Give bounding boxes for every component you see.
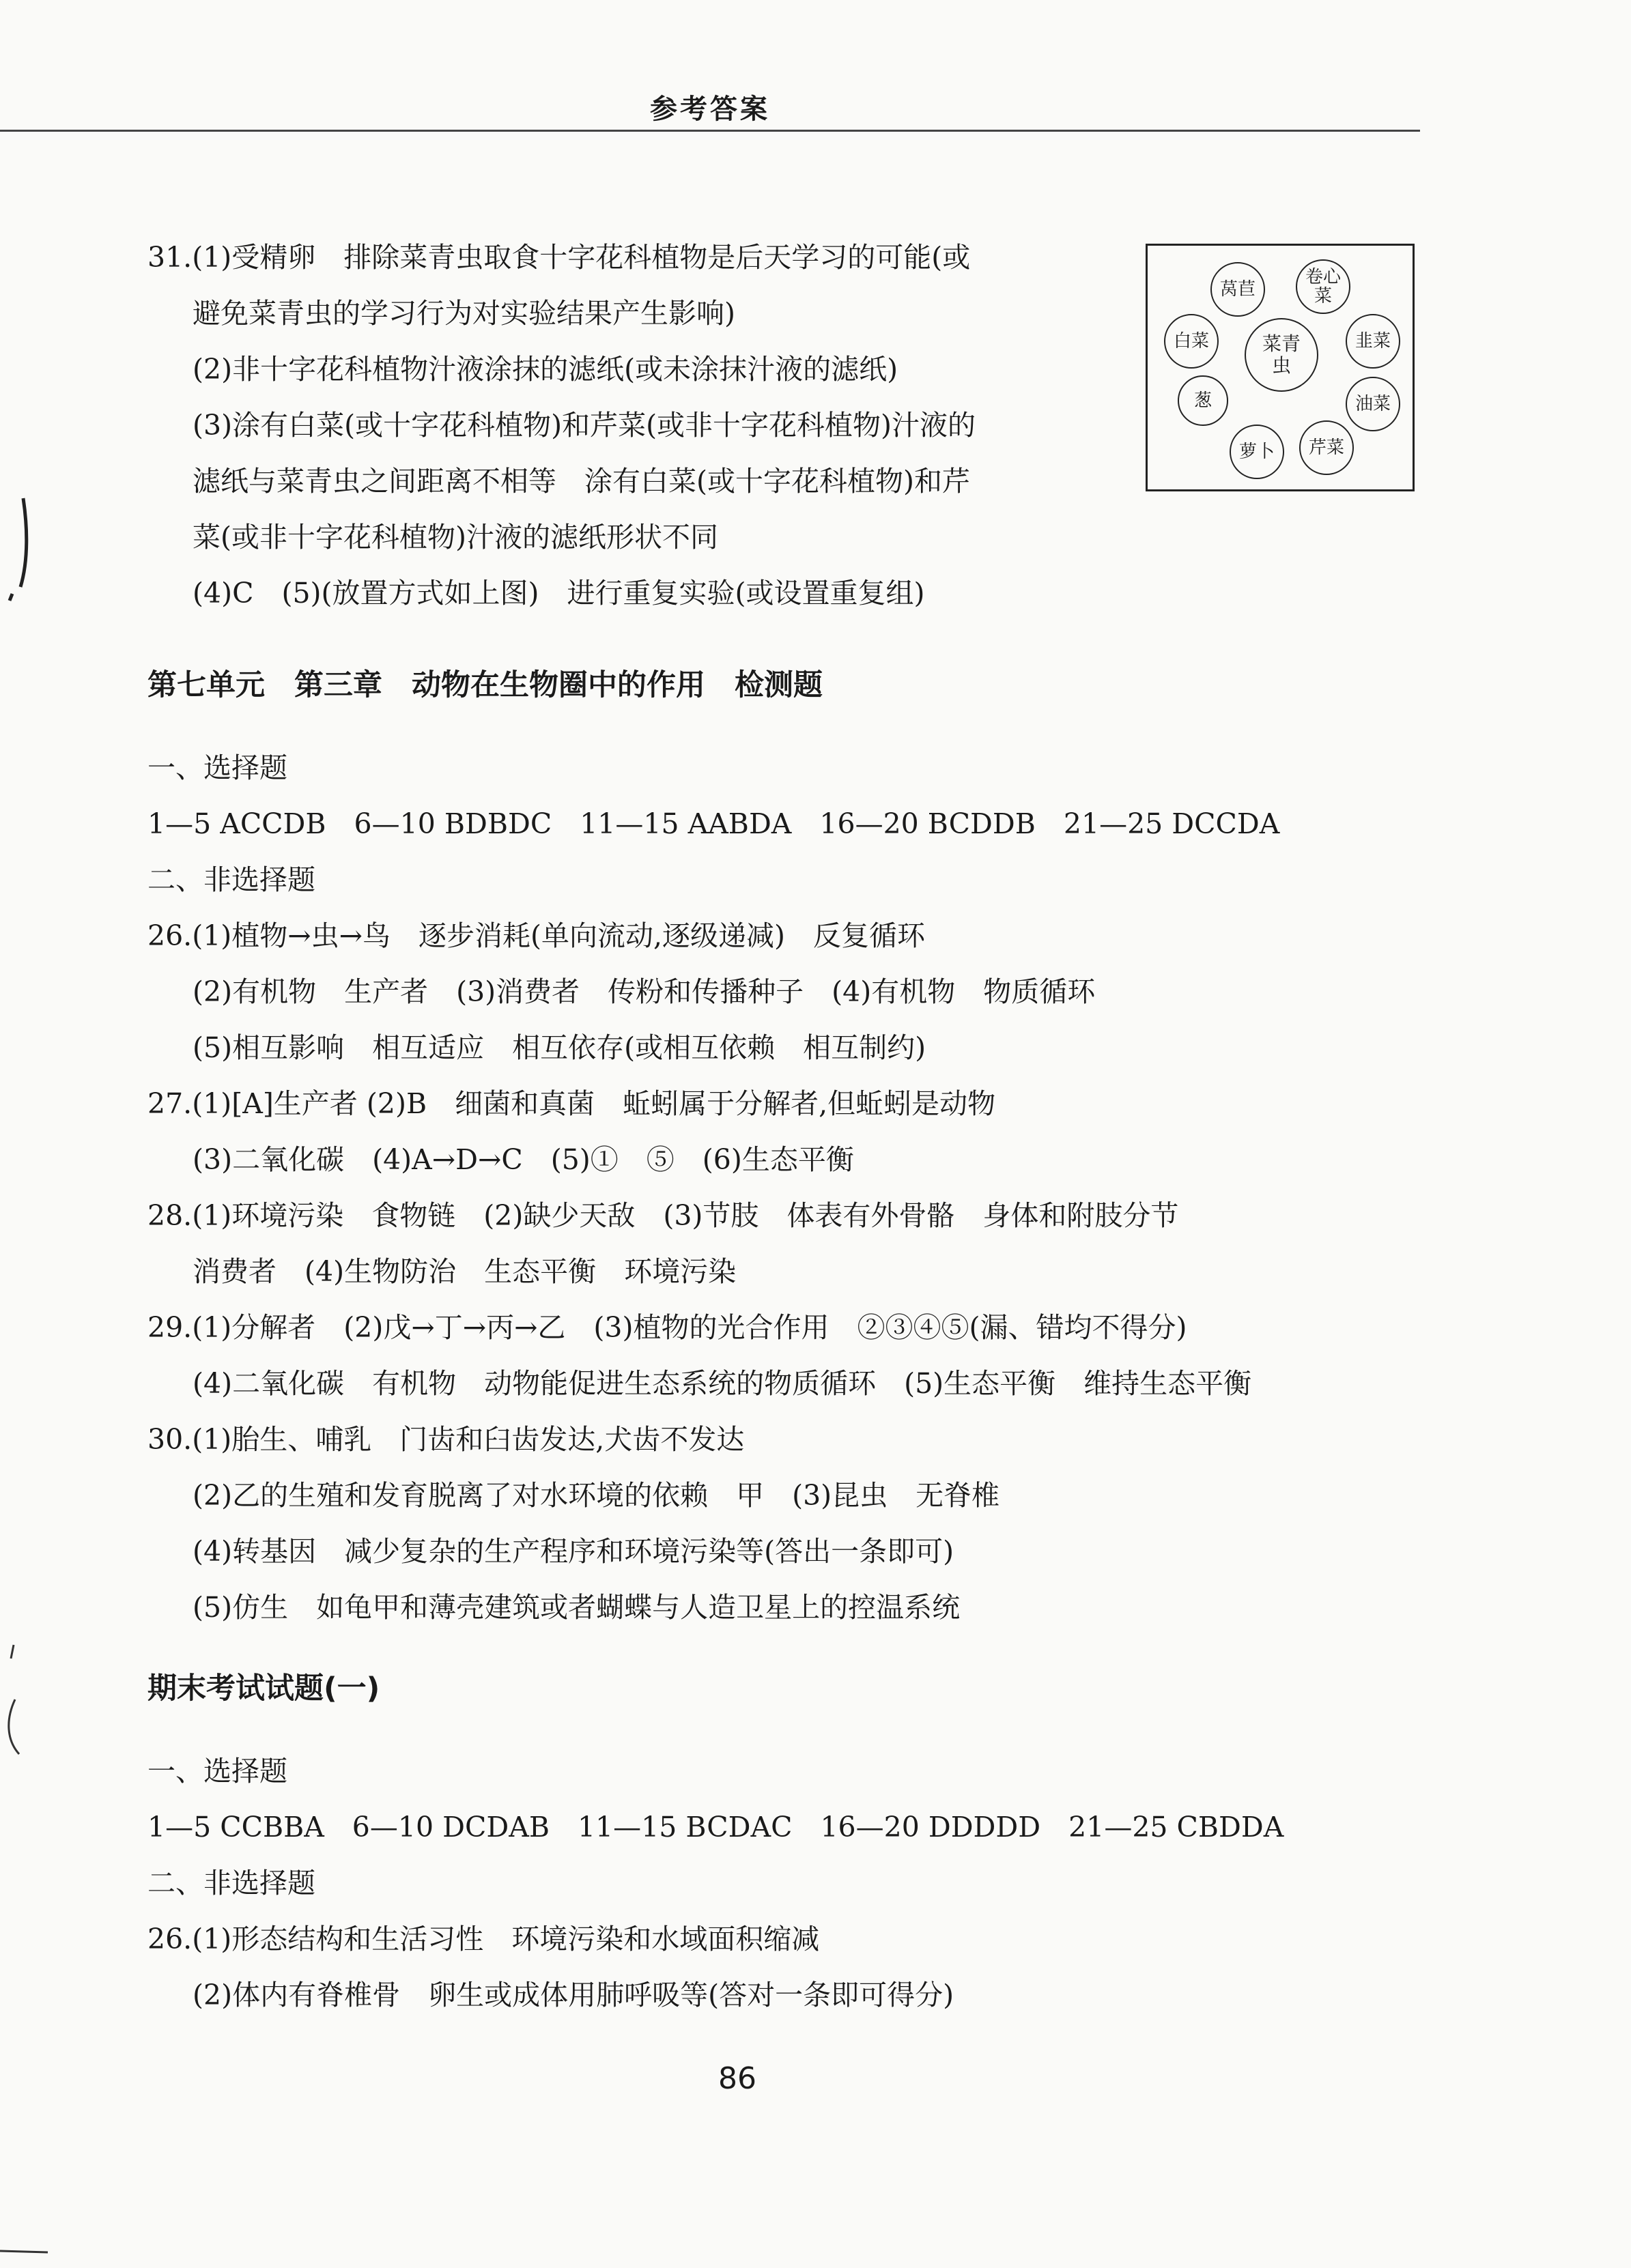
answer-line: (2)有机物 生产者 (3)消费者 传粉和传播种子 (4)有机物 物质循环 — [193, 975, 1096, 1008]
scan-mark — [0, 491, 41, 614]
answer-line: 消费者 (4)生物防治 生态平衡 环境污染 — [193, 1255, 737, 1288]
q31-line: 31.(1)受精卵 排除菜青虫取食十字花科植物是后天学习的可能(或 — [147, 241, 971, 274]
diagram-node-scallion: 葱 — [1178, 375, 1228, 426]
scan-mark — [0, 2245, 55, 2259]
scan-mark — [0, 1631, 41, 1768]
q31-line: (4)C (5)(放置方式如上图) 进行重复实验(或设置重复组) — [193, 577, 925, 609]
section-heading: 一、选择题 — [147, 1755, 287, 1788]
page-header-title: 参考答案 — [650, 94, 770, 125]
q31-line: 菜(或非十字花科植物)汁液的滤纸形状不同 — [193, 521, 718, 554]
choice-answers: 1—5 CCBBA 6—10 DCDAB 11—15 BCDAC 16—20 DDDDD 21—25 CBDDA — [147, 1811, 1284, 1843]
answer-line: 26.(1)植物→虫→鸟 逐步消耗(单向流动,逐级递减) 反复循环 — [147, 919, 926, 952]
diagram-node-chinese-cabbage: 白菜 — [1164, 314, 1219, 369]
diagram-node-cabbage: 卷心菜 — [1296, 259, 1350, 314]
answer-line: 28.(1)环境污染 食物链 (2)缺少天敌 (3)节肢 体表有外骨骼 身体和附肢分节 — [147, 1199, 1179, 1232]
answer-line: (4)转基因 减少复杂的生产程序和环境污染等(答出一条即可) — [193, 1535, 954, 1568]
answer-line: 27.(1)[A]生产者 (2)B 细菌和真菌 蚯蚓属于分解者,但蚯蚓是动物 — [147, 1087, 996, 1120]
answer-line: (4)二氧化碳 有机物 动物能促进生态系统的物质循环 (5)生态平衡 维持生态平衡 — [193, 1367, 1252, 1400]
section-heading: 一、选择题 — [147, 751, 287, 784]
answer-line: 29.(1)分解者 (2)戊→丁→丙→乙 (3)植物的光合作用 ②③④⑤(漏、错均不得分) — [147, 1311, 1187, 1344]
page-number: 86 — [718, 2061, 756, 2096]
section2-title: 期末考试试题(一) — [147, 1671, 380, 1706]
diagram-node-rape: 油菜 — [1346, 377, 1400, 431]
section1-title: 第七单元 第三章 动物在生物圈中的作用 检测题 — [147, 668, 823, 702]
answer-line: 26.(1)形态结构和生活习性 环境污染和水域面积缩减 — [147, 1923, 820, 1955]
diagram-node-chives: 韭菜 — [1346, 314, 1400, 369]
answer-line: (5)相互影响 相互适应 相互依存(或相互依赖 相互制约) — [193, 1031, 926, 1064]
answer-line: (3)二氧化碳 (4)A→D→C (5)① ⑤ (6)生态平衡 — [193, 1143, 854, 1176]
section-heading: 二、非选择题 — [147, 863, 315, 896]
answer-line: 30.(1)胎生、哺乳 门齿和臼齿发达,犬齿不发达 — [147, 1423, 745, 1456]
choice-answers: 1—5 ACCDB 6—10 BDBDC 11—15 AABDA 16—20 BCDDB 21—25 DCCDA — [147, 807, 1280, 840]
header-rule — [0, 130, 1420, 132]
diagram-node-celery: 芹菜 — [1299, 420, 1354, 475]
q31-line: (3)涂有白菜(或十字花科植物)和芹菜(或非十字花科植物)汁液的 — [193, 409, 976, 442]
answer-line: (2)体内有脊椎骨 卵生或成体用肺呼吸等(答对一条即可得分) — [193, 1979, 954, 2011]
section-heading: 二、非选择题 — [147, 1867, 315, 1899]
q31-line: 滤纸与菜青虫之间距离不相等 涂有白菜(或十字花科植物)和芹 — [193, 465, 970, 498]
q31-line: 避免菜青虫的学习行为对实验结果产生影响) — [193, 297, 735, 330]
diagram-center-caterpillar: 菜青虫 — [1245, 318, 1318, 392]
diagram-node-lettuce: 莴苣 — [1210, 262, 1265, 317]
diagram-node-radish: 萝卜 — [1230, 425, 1284, 479]
answer-line: (2)乙的生殖和发育脱离了对水环境的依赖 甲 (3)昆虫 无脊椎 — [193, 1479, 1000, 1512]
answer-line: (5)仿生 如龟甲和薄壳建筑或者蝴蝶与人造卫星上的控温系统 — [193, 1591, 961, 1624]
placement-diagram — [1146, 244, 1415, 491]
q31-line: (2)非十字花科植物汁液涂抹的滤纸(或未涂抹汁液的滤纸) — [193, 353, 898, 386]
